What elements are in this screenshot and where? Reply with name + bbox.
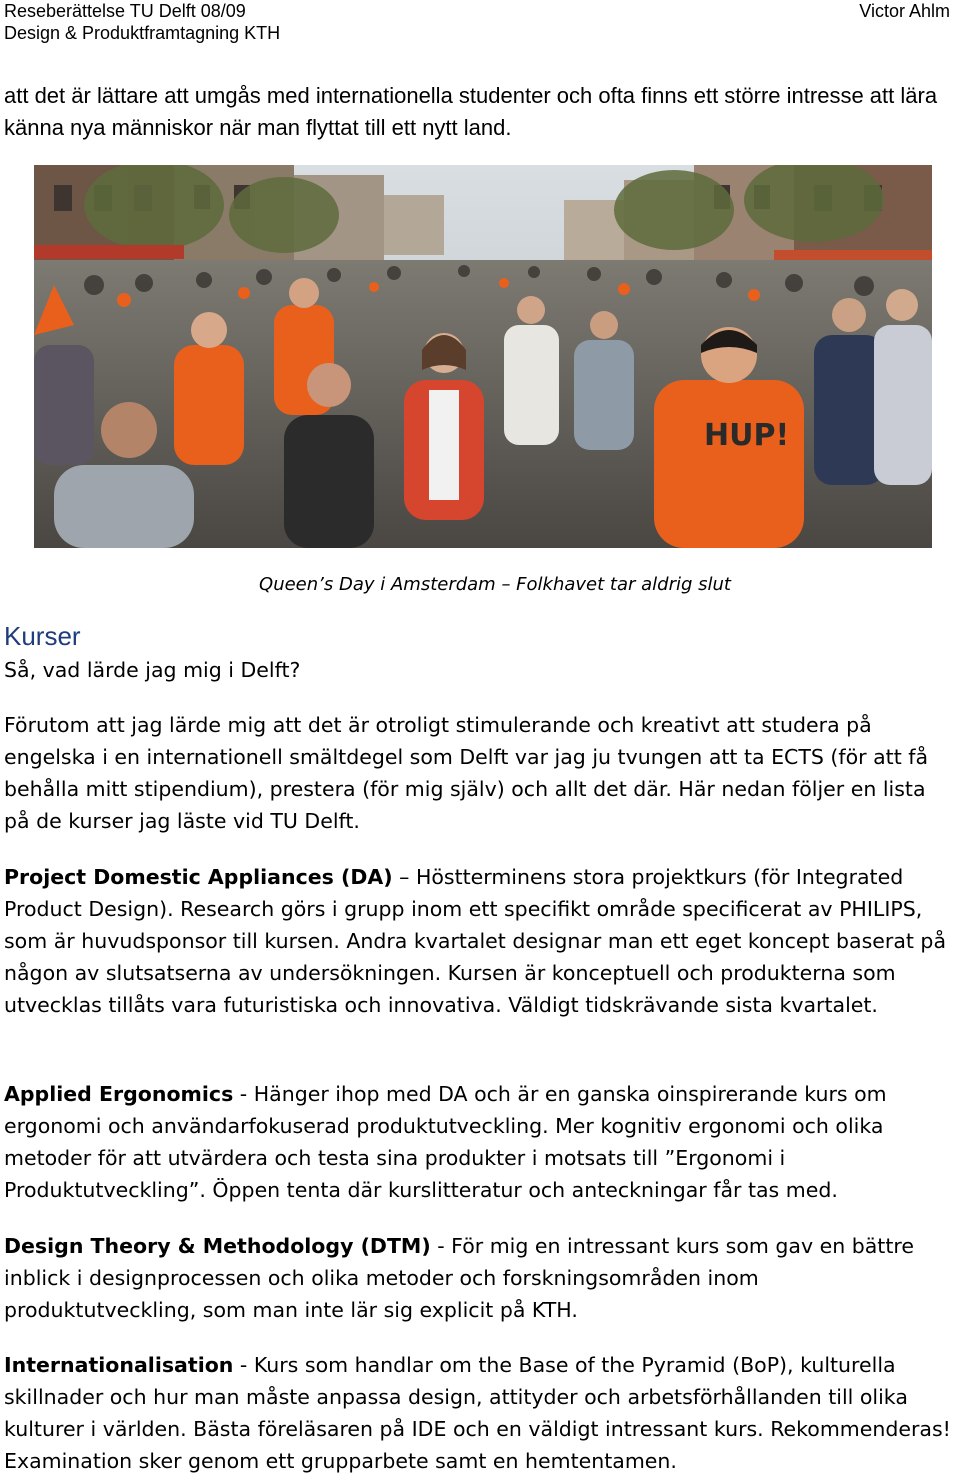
body-intro-paragraph: Förutom att jag lärde mig att det är otroligt stimulerande och kreativt att studera på engelska i en internationell smältdegel som Delft var jag ju tvungen att ta ECTS (för att få behålla mitt stipendium), prestera (för mig själv) och allt det där. Här nedan följer en lista på de kurser jag läste vid TU Delft.	[4, 713, 929, 833]
course-description: Höstterminens stora projektkurs (för Integrated Product Design). Research görs i grupp inom ett specifikt område specificerat av PHILIPS, som är huvudsponsor till kursen. Andra kvartalet designar man ett eget koncept baserat på någon av slutsatserna av undersökningen. Kursen är konceptuell och produkterna som utvecklas tillåts vara futuristiska och innovativa. Väldigt tidskrävande sista kvartalet.	[4, 865, 947, 1017]
header-subtitle: Design & Produktframtagning KTH	[4, 23, 281, 43]
header-author: Victor Ahlm	[859, 1, 950, 21]
queens-day-photo	[34, 165, 932, 548]
course-paragraph-internationalisation	[4, 1349, 956, 1477]
course-name: Internationalisation	[4, 1353, 234, 1377]
course-paragraph-da	[4, 861, 956, 1021]
course-paragraph-dtm	[4, 1230, 956, 1326]
intro-paragraph: att det är lättare att umgås med internationella studenter och ofta finns ett större intresse att lära känna nya människor när man flyttat till ett nytt land.	[4, 83, 938, 140]
photo-caption-text: Queen’s Day i Amsterdam – Folkhavet tar aldrig slut	[259, 574, 731, 595]
course-description: För mig en intressant kurs som gav en bättre inblick i designprocessen och olika metoder och forskningsområden inom produktutveckling, som man inte lär sig explicit på KTH.	[4, 1234, 914, 1322]
course-separator: -	[233, 1082, 254, 1106]
course-name: Design Theory & Methodology (DTM)	[4, 1234, 431, 1258]
photo-caption	[0, 572, 960, 598]
course-description: Kurs som handlar om the Base of the Pyramid (BoP), kulturella skillnader och hur man måste anpassa design, attityder och arbetsförhållanden till olika kulturer i världen. Bästa föreläsaren på IDE och en väldigt intressant kurs. Rekommenderas! Examination sker genom ett grupparbete samt en hemtentamen.	[4, 1353, 951, 1473]
section-subtitle: Så, vad lärde jag mig i Delft?	[4, 658, 301, 682]
course-name: Project Domestic Appliances (DA)	[4, 865, 393, 889]
hup-shirt-text: HUP!	[704, 418, 790, 453]
course-separator: -	[430, 1234, 452, 1258]
crowd-illustration	[34, 165, 932, 548]
section-title: Kurser	[4, 621, 81, 651]
course-name: Applied Ergonomics	[4, 1082, 234, 1106]
course-separator: -	[233, 1353, 254, 1377]
course-separator: –	[392, 865, 416, 889]
course-paragraph-ergonomics	[4, 1078, 956, 1206]
header-title: Reseberättelse TU Delft 08/09	[4, 1, 246, 21]
course-description: Hänger ihop med DA och är en ganska oinspirerande kurs om ergonomi och användarfokuserad produktutveckling. Mer kognitiv ergonomi och olika metoder för att utvärdera och testa sina produkter i motsats till ”Ergonomi i Produktutveckling”. Öppen tenta där kurslitteratur och anteckningar får tas med.	[4, 1082, 887, 1202]
